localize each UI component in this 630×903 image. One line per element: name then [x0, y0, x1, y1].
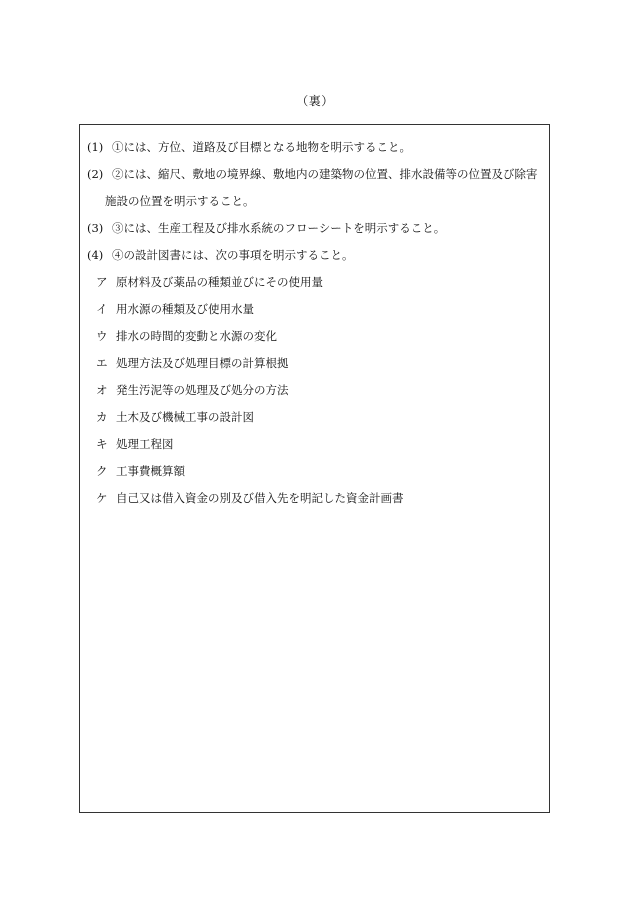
note-item-3: [87, 215, 547, 242]
sub-item-ki: [87, 431, 547, 458]
sub-item-mark: イ: [96, 302, 108, 316]
sub-item-mark: オ: [96, 383, 108, 397]
note-item-text: ③には、生産工程及び排水系統のフローシートを明示すること。: [112, 221, 446, 235]
sub-item-o: [87, 377, 547, 404]
note-item-continuation: 施設の位置を明示すること。: [105, 194, 255, 208]
sub-item-ke: [87, 485, 547, 512]
notes-content: [87, 134, 547, 512]
note-item-number: (4): [87, 248, 104, 262]
note-item-number: (3): [87, 221, 104, 235]
sub-item-mark: エ: [96, 356, 108, 370]
sub-item-e: [87, 350, 547, 377]
page-heading: （裏）: [296, 94, 334, 108]
sub-item-mark: ク: [96, 464, 108, 478]
sub-item-ku: [87, 458, 547, 485]
sub-item-text: 発生汚泥等の処理及び処分の方法: [116, 383, 289, 397]
sub-item-mark: ケ: [96, 491, 108, 505]
sub-item-mark: キ: [96, 437, 108, 451]
sub-item-ka: [87, 404, 547, 431]
sub-item-text: 処理方法及び処理目標の計算根拠: [116, 356, 289, 370]
sub-item-a: [87, 269, 547, 296]
sub-item-text: 用水源の種類及び使用水量: [116, 302, 254, 316]
note-item-number: (1): [87, 140, 104, 154]
sub-item-mark: ア: [96, 275, 108, 289]
sub-item-text: 土木及び機械工事の設計図: [116, 410, 254, 424]
sub-item-text: 排水の時間的変動と水源の変化: [116, 329, 277, 343]
sub-item-text: 自己又は借入資金の別及び借入先を明記した資金計画書: [116, 491, 404, 505]
note-item-2: [87, 161, 547, 188]
note-item-1: [87, 134, 547, 161]
note-item-number: (2): [87, 167, 104, 181]
note-item-4: [87, 242, 547, 269]
sub-item-text: 原材料及び薬品の種類並びにその使用量: [116, 275, 323, 289]
sub-item-mark: カ: [96, 410, 108, 424]
sub-item-text: 工事費概算額: [116, 464, 185, 478]
note-item-text: ④の設計図書には、次の事項を明示すること。: [112, 248, 354, 262]
sub-item-i: [87, 296, 547, 323]
sub-item-mark: ウ: [96, 329, 108, 343]
sub-item-u: [87, 323, 547, 350]
note-item-text: ②には、縮尺、敷地の境界線、敷地内の建築物の位置、排水設備等の位置及び除害: [112, 167, 538, 181]
sub-item-text: 処理工程図: [116, 437, 174, 451]
note-item-text: ①には、方位、道路及び目標となる地物を明示すること。: [112, 140, 411, 154]
